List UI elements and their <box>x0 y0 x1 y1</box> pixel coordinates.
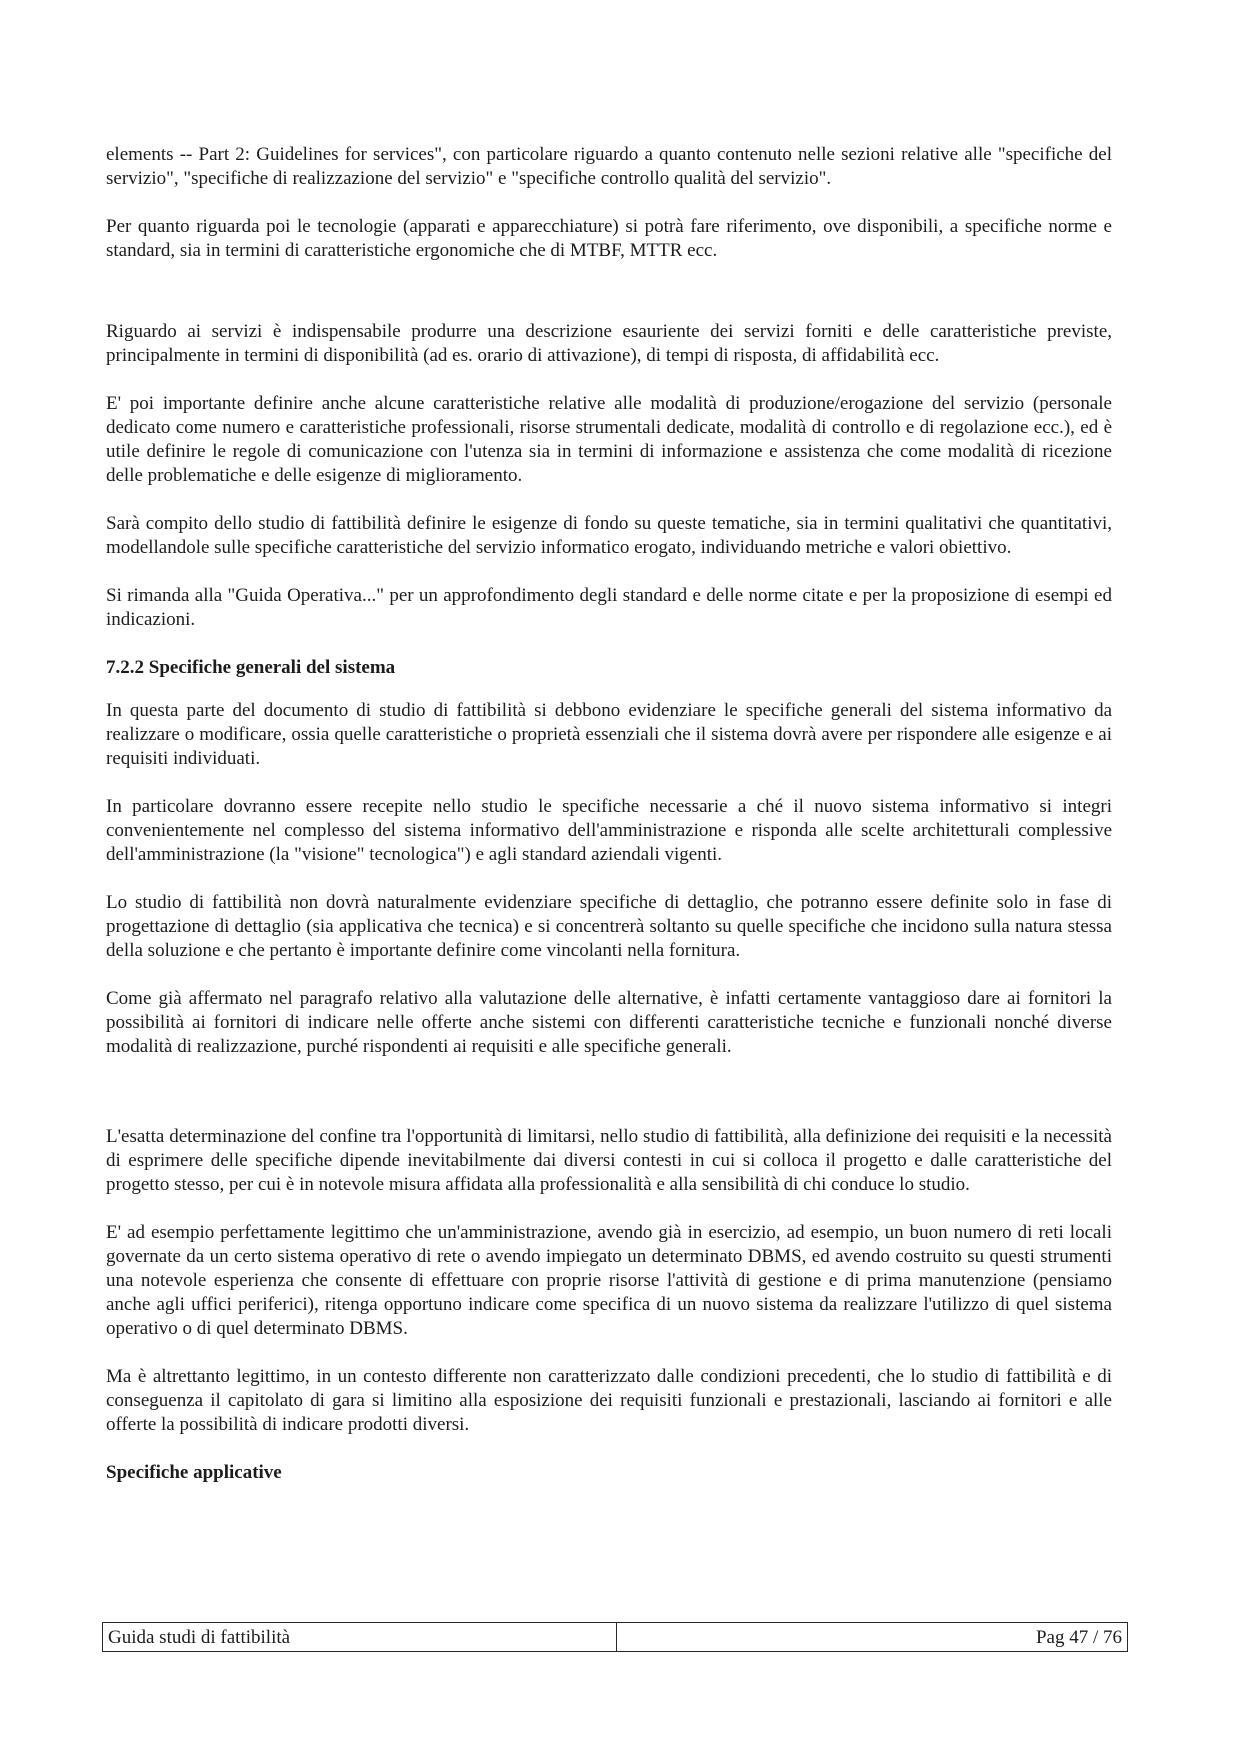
footer-title: Guida studi di fattibilità <box>103 1623 617 1651</box>
paragraph-example: E' ad esempio perfettamente legittimo che un'amministrazione, avendo già in esercizio, ad esempio, un buon numero di reti locali governate da un certo sistema operativo di rete o avendo impiegato un determinato DBMS, ed avendo costruito su questi strumenti una notevole esperienza che consente di effettuare con proprie risorse l'attività di gestione e di prima manutenzione (pensiamo anche agli uffici periferici), ritenga opportuno indicare come specifica di un nuovo sistema da realizzare l'utilizzo di quel sistema operativo o di quel determinato DBMS. <box>106 1222 1112 1339</box>
document-body <box>106 143 1112 1485</box>
paragraph-feasibility-task: Sarà compito dello studio di fattibilità definire le esigenze di fondo su queste tematiche, sia in termini qualitativi che quantitativi, modellandole sulle specifiche caratteristiche del servizio informatico erogato, individuando metriche e valori obiettivo. <box>106 513 1112 558</box>
section-heading-application-specs: Specifiche applicative <box>106 1462 282 1483</box>
paragraph-guide-reference: Si rimanda alla "Guida Operativa..." per un approfondimento degli standard e delle norme citate e per la proposizione di esempi ed indicazioni. <box>106 585 1112 630</box>
paragraph-general-specs: In questa parte del documento di studio di fattibilità si debbono evidenziare le specifiche generali del sistema informativo da realizzare o modificare, ossia quelle caratteristiche o proprietà essenziali che il sistema dovrà avere per rispondere alle esigenze e ai requisiti individuati. <box>106 700 1112 769</box>
section-heading-general-specs: 7.2.2 Specifiche generali del sistema <box>106 657 396 678</box>
paragraph-services-description: Riguardo ai servizi è indispensabile produrre una descrizione esauriente dei servizi forniti e delle caratteristiche previste, principalmente in termini di disponibilità (ad es. orario di attivazione), di tempi di risposta, di affidabilità ecc. <box>106 321 1112 366</box>
paragraph-service-characteristics: E' poi importante definire anche alcune caratteristiche relative alle modalità di produzione/erogazione del servizio (personale dedicato come numero e caratteristiche professionali, risorse strumentali dedicate, modalità di controllo e di regolazione ecc.), ed è utile definire le regole di comunicazione con l'utenza sia in termini di informazione e assistenza che come modalità di ricezione delle problematiche e delle esigenze di miglioramento. <box>106 393 1112 486</box>
paragraph-alternative-context: Ma è altrettanto legittimo, in un contesto differente non caratterizzato dalle condizioni precedenti, che lo studio di fattibilità e di conseguenza il capitolato di gara si limitino alla esposizione dei requisiti funzionali e prestazionali, lasciando ai fornitori e alle offerte la possibilità di indicare prodotti diversi. <box>106 1366 1112 1435</box>
paragraph-technologies: Per quanto riguarda poi le tecnologie (apparati e apparecchiature) si potrà fare riferimento, ove disponibili, a specifiche norme e standard, sia in termini di caratteristiche ergonomiche che di MTBF, MTTR ecc. <box>106 216 1112 261</box>
paragraph-integration: In particolare dovranno essere recepite nello studio le specifiche necessarie a ché il nuovo sistema informativo si integri convenientemente nel complesso del sistema informativo dell'amministrazione e risponda alle scelte architetturali complessive dell'amministrazione (la "visione" tecnologica") e agli standard aziendali vigenti. <box>106 796 1112 865</box>
paragraph-alternatives: Come già affermato nel paragrafo relativo alla valutazione delle alternative, è infatti certamente vantaggioso dare ai fornitori la possibilità ai fornitori di indicare nelle offerte anche sistemi con differenti caratteristiche tecniche e funzionali nonché diverse modalità di realizzazione, purché rispondenti ai requisiti e alle specifiche generali. <box>106 988 1112 1057</box>
paragraph-boundary: L'esatta determinazione del confine tra l'opportunità di limitarsi, nello studio di fattibilità, alla definizione dei requisiti e la necessità di esprimere delle specifiche dipende inevitabilmente dai diversi contesti in cui si colloca il progetto e dalle caratteristiche del progetto stesso, per cui è in notevole misura affidata alla professionalità e alla sensibilità di chi conduce lo studio. <box>106 1126 1112 1195</box>
paragraph-detail-specs: Lo studio di fattibilità non dovrà naturalmente evidenziare specifiche di dettaglio, che potranno essere definite solo in fase di progettazione di dettaglio (sia applicativa che tecnica) e si concentrerà soltanto su quelle specifiche che incidono sulla natura stessa della soluzione e che pertanto è importante definire come vincolanti nella fornitura. <box>106 892 1112 961</box>
page-footer <box>102 1622 1128 1652</box>
footer-page-number: Pag 47 / 76 <box>1035 1627 1122 1648</box>
paragraph-services-guidelines: elements -- Part 2: Guidelines for services", con particolare riguardo a quanto contenuto nelle sezioni relative alle "specifiche del servizio", "specifiche di realizzazione del servizio" e "specifiche controllo qualità del servizio". <box>106 144 1112 189</box>
